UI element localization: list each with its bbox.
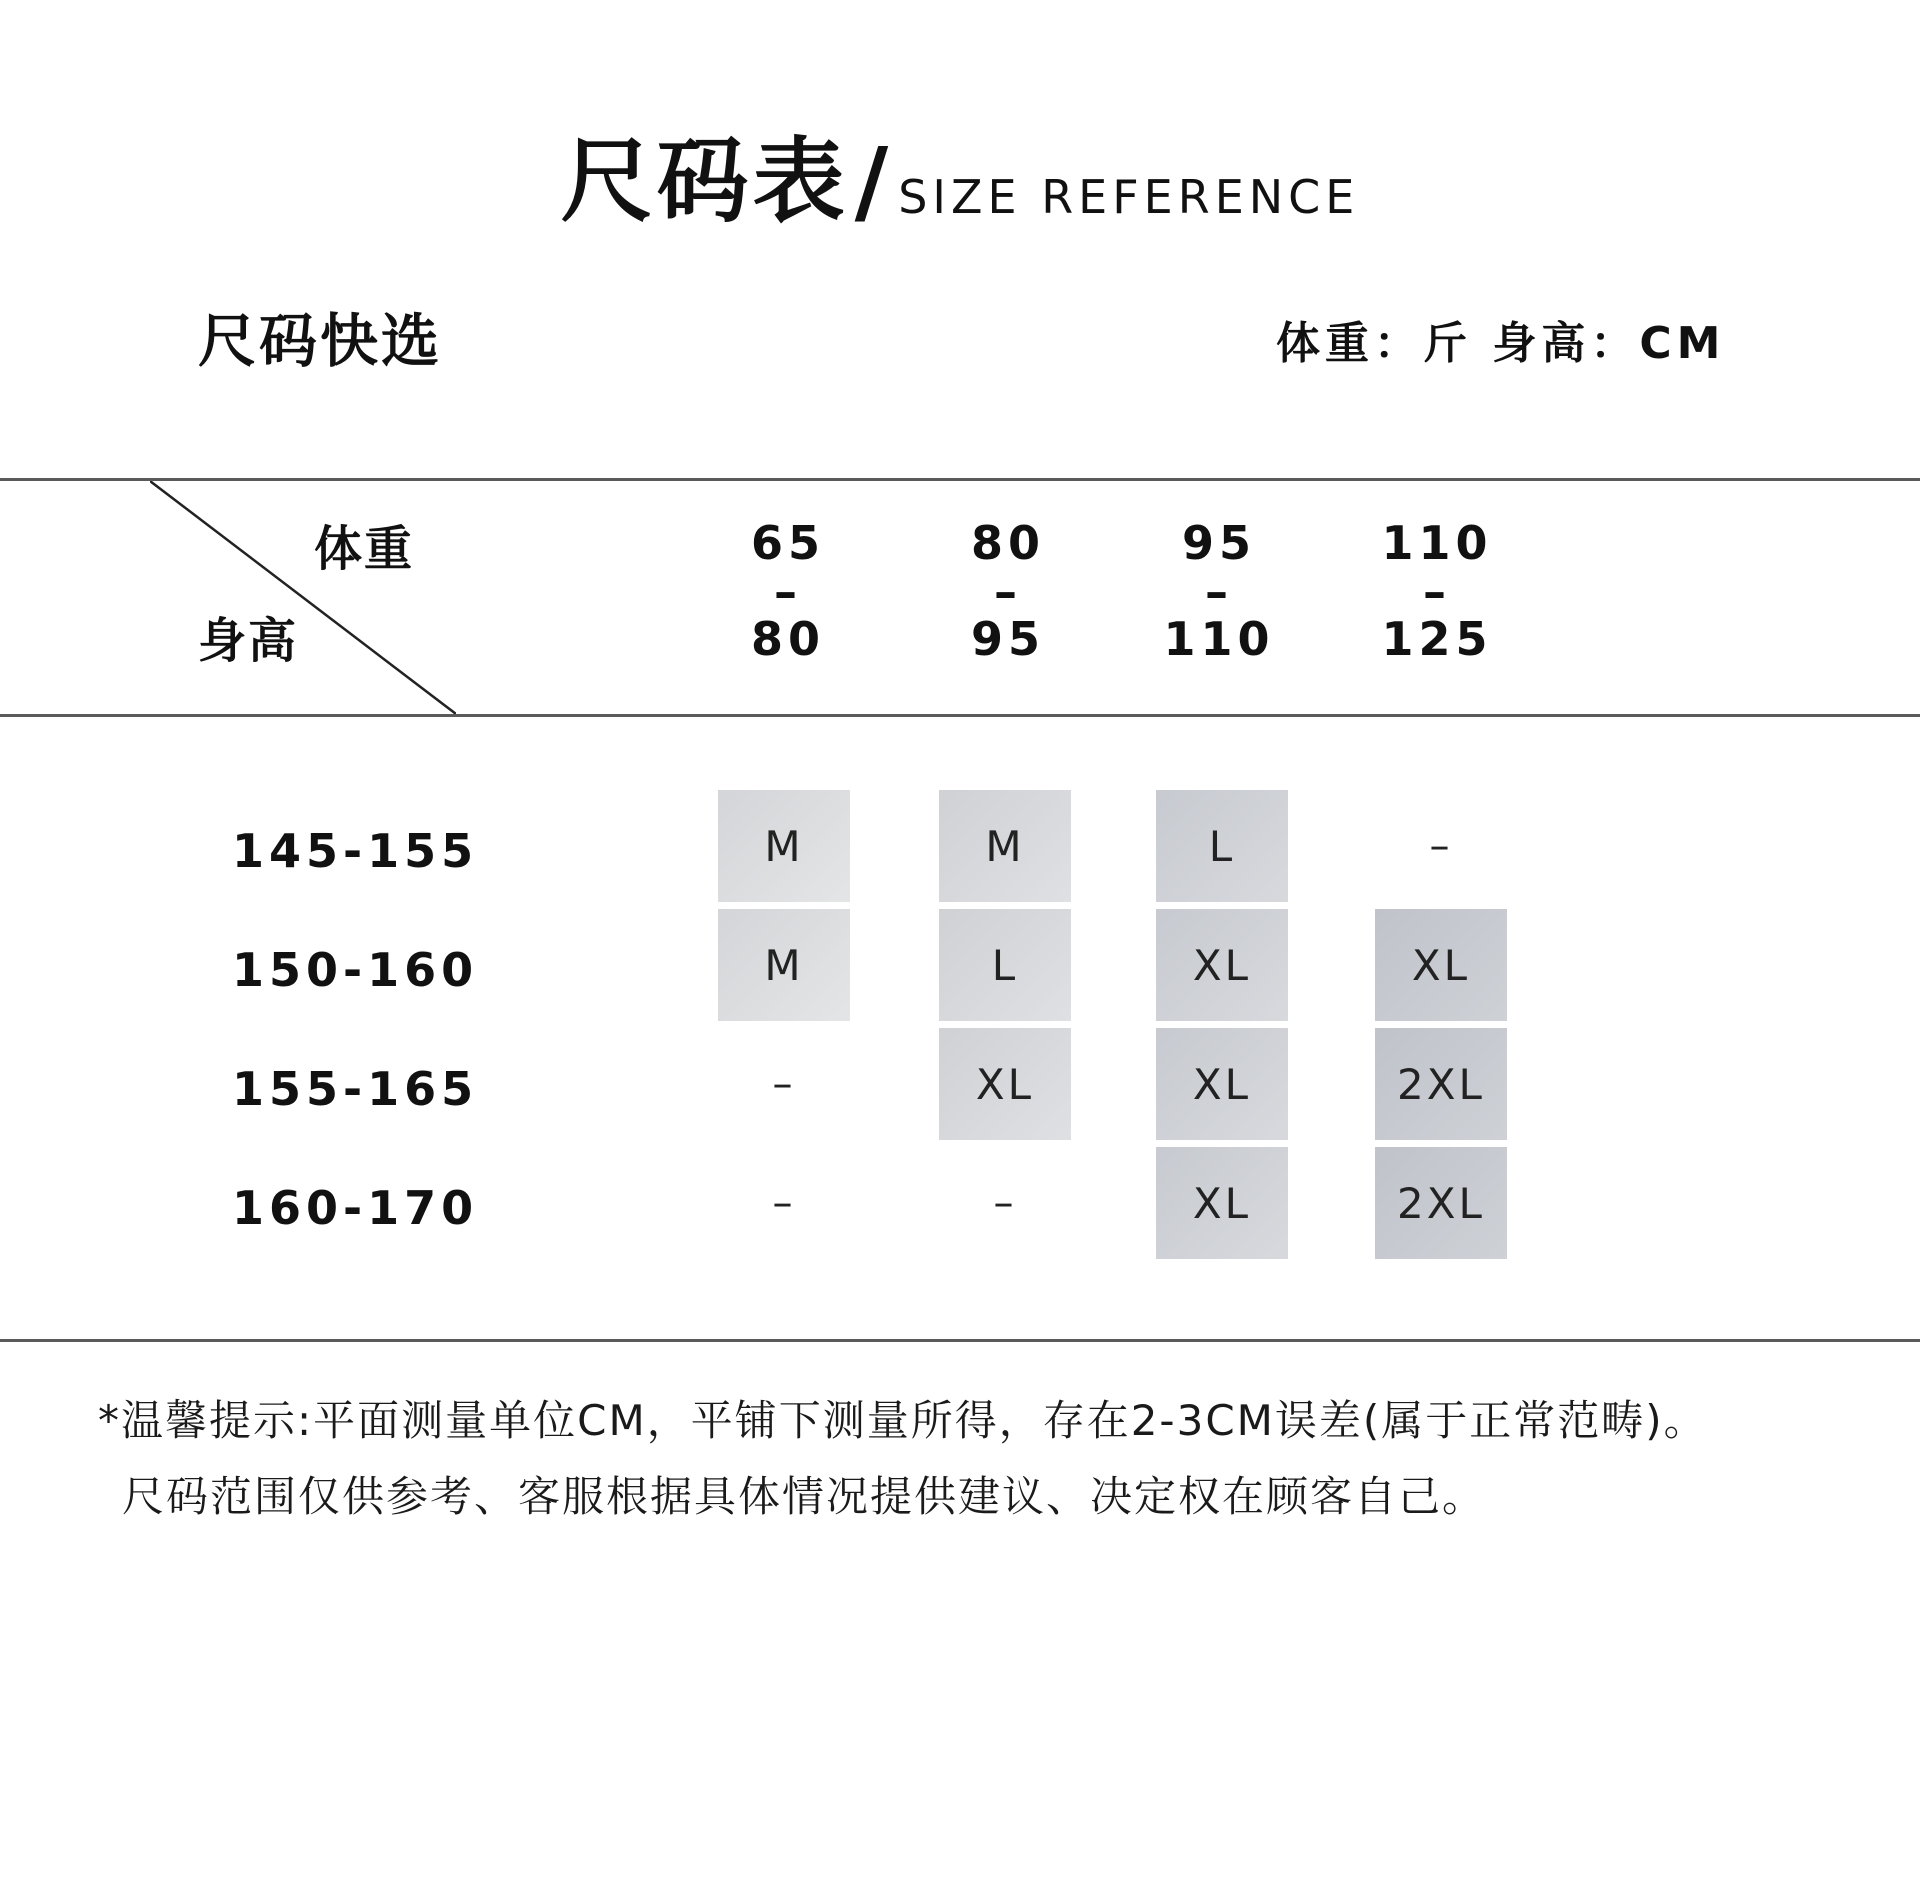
weight-dash: –: [1205, 565, 1233, 619]
units-note: 体重：斤 身高：CM: [1276, 318, 1726, 369]
weight-column-header: [678, 516, 898, 666]
weight-column-header: [1109, 516, 1329, 666]
size-cell: M: [718, 909, 850, 1021]
table-bottom-rule: [0, 1339, 1920, 1342]
height-row-label: 155-165: [232, 1062, 479, 1116]
size-cell: 2XL: [1375, 1028, 1507, 1140]
size-cell: XL: [939, 1028, 1071, 1140]
header-height-label: 身高: [198, 613, 299, 669]
size-cell-empty: –: [993, 1180, 1017, 1226]
height-row-label: 145-155: [232, 824, 479, 878]
weight-dash: –: [1423, 565, 1451, 619]
size-cell: XL: [1156, 909, 1288, 1021]
size-cell: XL: [1156, 1147, 1288, 1259]
weight-high: 125: [1381, 612, 1493, 666]
height-row-label: 160-170: [232, 1181, 479, 1235]
section-title: 尺码快选: [198, 307, 443, 375]
title-chinese: 尺码表: [560, 128, 849, 235]
header-weight-label: 体重: [314, 521, 415, 577]
height-row-label: 150-160: [232, 943, 479, 997]
size-cell: XL: [1375, 909, 1507, 1021]
size-cell-empty: –: [772, 1180, 796, 1226]
weight-column-header: [1327, 516, 1547, 666]
weight-dash: –: [994, 565, 1022, 619]
table-header-rule: [0, 714, 1920, 717]
weight-low: 95: [1181, 516, 1256, 570]
weight-low: 65: [750, 516, 825, 570]
size-cell: L: [939, 909, 1071, 1021]
weight-high: 95: [970, 612, 1045, 666]
size-cell: XL: [1156, 1028, 1288, 1140]
title-english: SIZE REFERENCE: [898, 170, 1360, 224]
size-cell: 2XL: [1375, 1147, 1507, 1259]
header-diagonal-line: [150, 481, 456, 714]
size-cell: L: [1156, 790, 1288, 902]
footer-note-measurement: *温馨提示:平面测量单位CM，平铺下测量所得，存在2-3CM误差(属于正常范畴)。: [98, 1396, 1708, 1445]
size-cell: M: [939, 790, 1071, 902]
weight-dash: –: [774, 565, 802, 619]
size-cell-empty: –: [772, 1061, 796, 1107]
title-slash: /: [854, 128, 889, 235]
weight-high: 80: [750, 612, 825, 666]
weight-high: 110: [1163, 612, 1275, 666]
weight-low: 110: [1381, 516, 1493, 570]
footer-note-disclaimer: 尺码范围仅供参考、客服根据具体情况提供建议、决定权在顾客自己。: [122, 1472, 1487, 1521]
size-cell-empty: –: [1429, 823, 1453, 869]
weight-low: 80: [970, 516, 1045, 570]
page-title: [0, 118, 1920, 235]
weight-column-header: [898, 516, 1118, 666]
size-cell: M: [718, 790, 850, 902]
